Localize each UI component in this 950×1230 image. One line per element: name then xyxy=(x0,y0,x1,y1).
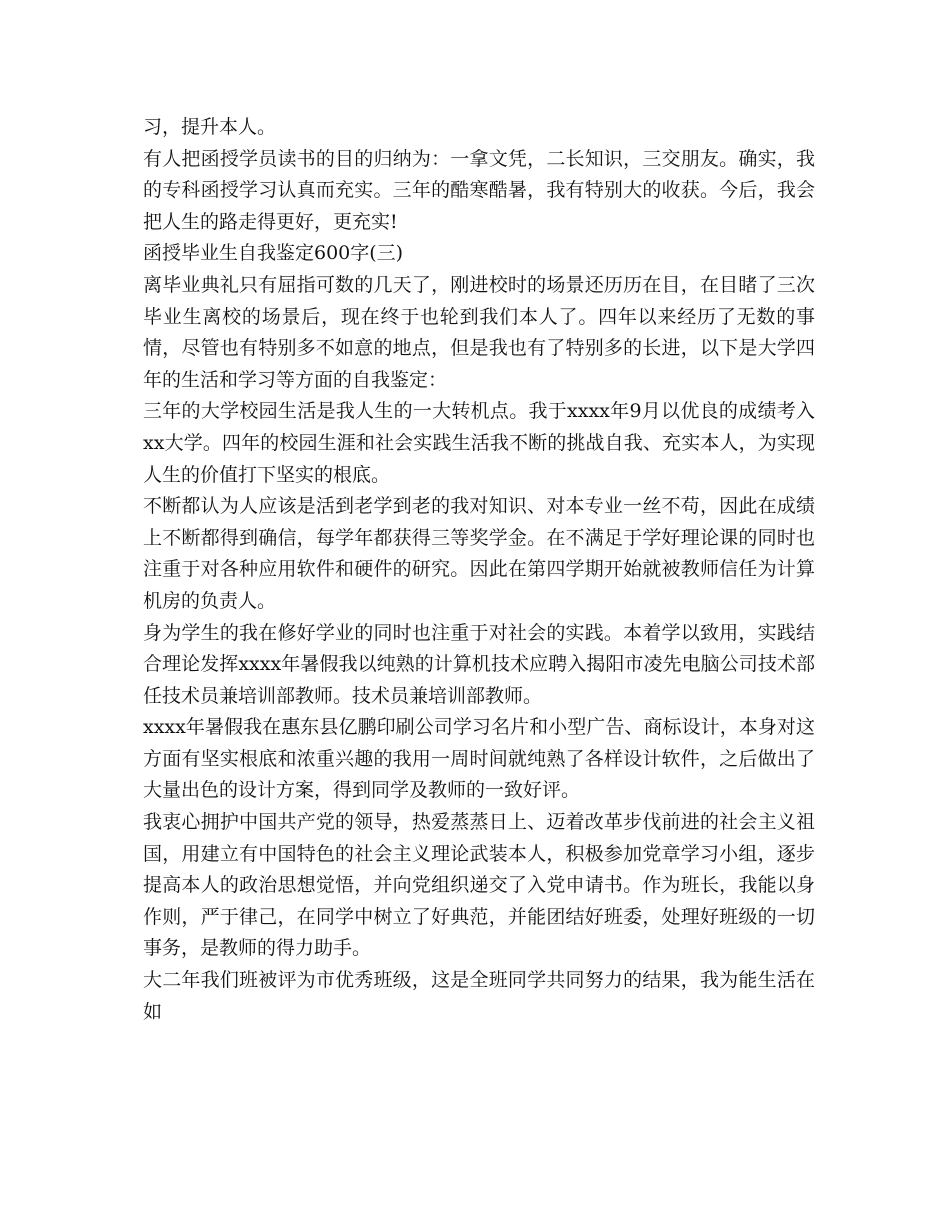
document-body xyxy=(143,112,815,1028)
paragraph-graduation-intro: 离毕业典礼只有屈指可数的几天了，刚进校时的场景还历历在目，在目睹了三次毕业生离校的场景后，现在终于也轮到我们本人了。四年以来经历了无数的事情，尽管也有特别多不如意的地点，但是我也有了特别多的长进，以下是大学四年的生活和学习等方面的自我鉴定： xyxy=(143,273,815,391)
paragraph-campus-life: 三年的大学校园生活是我人生的一大转机点。我于xxxx年9月以优良的成绩考入xx大学。四年的校园生涯和社会实践生活我不断的挑战自我、充实本人，为实现人生的价值打下坚实的根底。 xyxy=(143,400,815,486)
paragraph-study: 不断都认为人应该是活到老学到老的我对知识、对本专业一丝不苟，因此在成绩上不断都得到确信，每学年都获得三等奖学金。在不满足于学好理论课的同时也注重于对各种应用软件和硬件的研究。因此在第四学期开始就被教师信任为计算机房的负责人。 xyxy=(143,495,815,612)
paragraph-political: 我衷心拥护中国共产党的领导，热爱蒸蒸日上、迈着改革步伐前进的社会主义祖国，用建立有中国特色的社会主义理论武装本人，积极参加党章学习小组，逐步提高本人的政治思想觉悟，并向党组织递交了入党申请书。作为班长，我能以身作则，严于律己，在同学中树立了好典范，并能团结好班委，处理好班级的一切事务，是教师的得力助手。 xyxy=(143,811,815,960)
paragraph-correspondence-purpose: 有人把函授学员读书的目的归纳为：一拿文凭，二长知识，三交朋友。确实，我的专科函授学习认真而充实。三年的酷寒酷暑，我有特别大的收获。今后，我会把人生的路走得更好，更充实! xyxy=(143,147,815,233)
section-heading: 函授毕业生自我鉴定600字(三) xyxy=(143,242,404,265)
paragraph-continuation: 习，提升本人。 xyxy=(143,116,277,138)
paragraph-class-honor: 大二年我们班被评为市优秀班级，这是全班同学共同努力的结果，我为能生活在如 xyxy=(143,969,815,1023)
paragraph-social-practice: 身为学生的我在修好学业的同时也注重于对社会的实践。本着学以致用，实践结合理论发挥xxxx年暑假我以纯熟的计算机技术应聘入揭阳市凌先电脑公司技术部任技术员兼培训部教师。技术员兼培训部教师。 xyxy=(143,621,815,707)
paragraph-design-internship: xxxx年暑假我在惠东县亿鹏印刷公司学习名片和小型广告、商标设计，本身对这方面有坚实根底和浓重兴趣的我用一周时间就纯熟了各样设计软件，之后做出了大量出色的设计方案，得到同学及教师的一致好评。 xyxy=(143,716,815,802)
